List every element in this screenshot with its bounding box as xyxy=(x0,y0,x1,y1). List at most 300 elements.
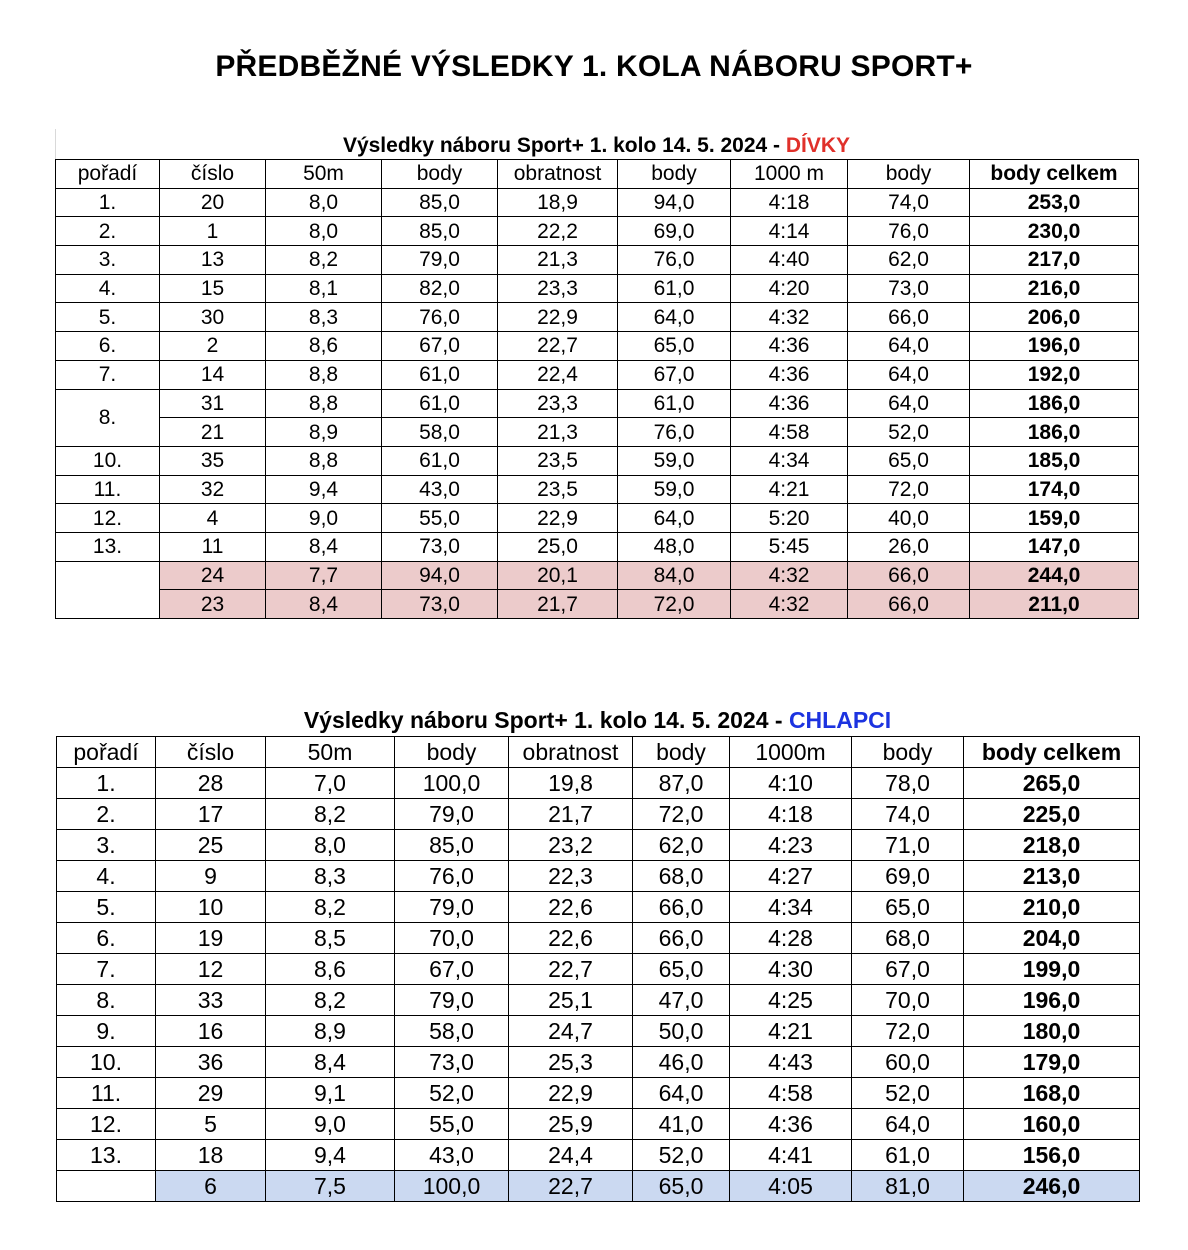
agility-points-cell: 61,0 xyxy=(618,274,731,303)
total-points-cell: 204,0 xyxy=(964,923,1140,954)
run-points-cell: 71,0 xyxy=(852,830,964,861)
column-header: body xyxy=(395,737,509,768)
agility-points-cell: 52,0 xyxy=(633,1140,730,1171)
agility-time-cell: 25,3 xyxy=(509,1047,633,1078)
agility-time-cell: 22,7 xyxy=(509,954,633,985)
run-points-cell: 66,0 xyxy=(848,303,970,332)
agility-points-cell: 87,0 xyxy=(633,768,730,799)
rank-cell: 5. xyxy=(57,892,156,923)
sprint-time-cell: 8,4 xyxy=(266,532,382,561)
agility-time-cell: 20,1 xyxy=(498,561,618,590)
run-points-cell: 52,0 xyxy=(848,418,970,447)
total-points-cell: 213,0 xyxy=(964,861,1140,892)
total-points-cell: 196,0 xyxy=(964,985,1140,1016)
sprint-time-cell: 7,7 xyxy=(266,561,382,590)
girls-results-table xyxy=(55,159,1139,619)
table-row xyxy=(57,923,1140,954)
sprint-points-cell: 55,0 xyxy=(395,1109,509,1140)
number-cell: 30 xyxy=(160,303,266,332)
total-points-cell: 253,0 xyxy=(970,188,1139,217)
number-cell: 20 xyxy=(160,188,266,217)
run-points-cell: 52,0 xyxy=(852,1078,964,1109)
table-row xyxy=(57,1109,1140,1140)
number-cell: 21 xyxy=(160,418,266,447)
sprint-points-cell: 61,0 xyxy=(382,446,498,475)
agility-time-cell: 22,9 xyxy=(509,1078,633,1109)
table-row xyxy=(57,1047,1140,1078)
rank-cell-empty xyxy=(57,1171,156,1202)
column-header: body xyxy=(618,160,731,189)
agility-points-cell: 69,0 xyxy=(618,217,731,246)
rank-cell-empty xyxy=(56,561,160,618)
agility-time-cell: 21,7 xyxy=(498,590,618,619)
run-points-cell: 72,0 xyxy=(852,1016,964,1047)
total-points-cell: 210,0 xyxy=(964,892,1140,923)
agility-time-cell: 25,1 xyxy=(509,985,633,1016)
agility-time-cell: 23,2 xyxy=(509,830,633,861)
run-time-cell: 4:23 xyxy=(730,830,852,861)
girls-title-accent: DÍVKY xyxy=(785,134,851,157)
rank-cell: 2. xyxy=(56,217,160,246)
number-cell: 24 xyxy=(160,561,266,590)
total-points-cell: 147,0 xyxy=(970,532,1139,561)
sprint-points-cell: 58,0 xyxy=(395,1016,509,1047)
total-points-cell: 159,0 xyxy=(970,504,1139,533)
run-time-cell: 4:36 xyxy=(730,1109,852,1140)
agility-points-cell: 48,0 xyxy=(618,532,731,561)
sprint-time-cell: 8,8 xyxy=(266,446,382,475)
table-row xyxy=(57,768,1140,799)
agility-points-cell: 62,0 xyxy=(633,830,730,861)
number-cell: 9 xyxy=(156,861,266,892)
column-header: body celkem xyxy=(964,737,1140,768)
total-points-cell: 156,0 xyxy=(964,1140,1140,1171)
number-cell: 35 xyxy=(160,446,266,475)
header-row xyxy=(56,160,1139,189)
header-row xyxy=(57,737,1140,768)
total-points-cell: 217,0 xyxy=(970,246,1139,275)
number-cell: 19 xyxy=(156,923,266,954)
agility-time-cell: 25,9 xyxy=(509,1109,633,1140)
table-row xyxy=(56,217,1139,246)
number-cell: 14 xyxy=(160,360,266,389)
total-points-cell: 185,0 xyxy=(970,446,1139,475)
run-time-cell: 4:58 xyxy=(730,1078,852,1109)
run-time-cell: 4:58 xyxy=(731,418,848,447)
table-row xyxy=(57,985,1140,1016)
sprint-time-cell: 9,4 xyxy=(266,1140,395,1171)
column-header: body celkem xyxy=(970,160,1139,189)
sprint-points-cell: 79,0 xyxy=(395,892,509,923)
number-cell: 5 xyxy=(156,1109,266,1140)
total-points-cell: 196,0 xyxy=(970,332,1139,361)
number-cell: 18 xyxy=(156,1140,266,1171)
agility-points-cell: 41,0 xyxy=(633,1109,730,1140)
rank-cell: 4. xyxy=(56,274,160,303)
rank-cell: 4. xyxy=(57,861,156,892)
sprint-time-cell: 8,3 xyxy=(266,303,382,332)
sprint-points-cell: 58,0 xyxy=(382,418,498,447)
number-cell: 17 xyxy=(156,799,266,830)
sprint-time-cell: 8,5 xyxy=(266,923,395,954)
run-time-cell: 5:45 xyxy=(731,532,848,561)
table-row xyxy=(57,861,1140,892)
run-points-cell: 74,0 xyxy=(848,188,970,217)
table-row xyxy=(56,246,1139,275)
girls-title-text: Výsledky náboru Sport+ 1. kolo 14. 5. 2024 - xyxy=(342,134,786,157)
rank-cell: 13. xyxy=(57,1140,156,1171)
agility-points-cell: 76,0 xyxy=(618,246,731,275)
run-time-cell: 4:40 xyxy=(731,246,848,275)
column-header: body xyxy=(382,160,498,189)
sprint-time-cell: 9,1 xyxy=(266,1078,395,1109)
rank-cell: 6. xyxy=(57,923,156,954)
column-header: body xyxy=(852,737,964,768)
run-time-cell: 4:32 xyxy=(731,590,848,619)
table-row-highlighted xyxy=(56,590,1139,619)
sprint-time-cell: 8,2 xyxy=(266,246,382,275)
run-points-cell: 65,0 xyxy=(852,892,964,923)
run-time-cell: 4:27 xyxy=(730,861,852,892)
sprint-time-cell: 8,4 xyxy=(266,590,382,619)
run-time-cell: 4:14 xyxy=(731,217,848,246)
sprint-points-cell: 100,0 xyxy=(395,768,509,799)
run-time-cell: 5:20 xyxy=(731,504,848,533)
column-header: číslo xyxy=(156,737,266,768)
rank-cell: 11. xyxy=(57,1078,156,1109)
number-cell: 29 xyxy=(156,1078,266,1109)
table-row xyxy=(56,274,1139,303)
run-time-cell: 4:21 xyxy=(731,475,848,504)
agility-time-cell: 21,7 xyxy=(509,799,633,830)
table-row xyxy=(56,504,1139,533)
rank-cell: 3. xyxy=(57,830,156,861)
sprint-points-cell: 43,0 xyxy=(395,1140,509,1171)
number-cell: 33 xyxy=(156,985,266,1016)
run-time-cell: 4:10 xyxy=(730,768,852,799)
agility-points-cell: 67,0 xyxy=(618,360,731,389)
run-points-cell: 68,0 xyxy=(852,923,964,954)
table-row xyxy=(56,332,1139,361)
number-cell: 31 xyxy=(160,389,266,418)
boys-title-accent: CHLAPCI xyxy=(788,707,892,733)
sprint-points-cell: 73,0 xyxy=(382,590,498,619)
agility-time-cell: 22,2 xyxy=(498,217,618,246)
rank-cell: 12. xyxy=(57,1109,156,1140)
agility-points-cell: 65,0 xyxy=(633,954,730,985)
agility-points-cell: 46,0 xyxy=(633,1047,730,1078)
run-time-cell: 4:21 xyxy=(730,1016,852,1047)
sprint-points-cell: 79,0 xyxy=(395,985,509,1016)
number-cell: 16 xyxy=(156,1016,266,1047)
run-points-cell: 61,0 xyxy=(852,1140,964,1171)
agility-time-cell: 23,5 xyxy=(498,475,618,504)
rank-cell: 13. xyxy=(56,532,160,561)
number-cell: 11 xyxy=(160,532,266,561)
agility-points-cell: 65,0 xyxy=(618,332,731,361)
sprint-points-cell: 73,0 xyxy=(382,532,498,561)
agility-time-cell: 23,3 xyxy=(498,274,618,303)
table-row xyxy=(57,1016,1140,1047)
rank-cell: 12. xyxy=(56,504,160,533)
agility-points-cell: 66,0 xyxy=(633,892,730,923)
sprint-points-cell: 67,0 xyxy=(382,332,498,361)
run-time-cell: 4:28 xyxy=(730,923,852,954)
run-time-cell: 4:41 xyxy=(730,1140,852,1171)
table-row xyxy=(56,360,1139,389)
agility-points-cell: 64,0 xyxy=(618,504,731,533)
sprint-time-cell: 9,4 xyxy=(266,475,382,504)
rank-cell: 10. xyxy=(57,1047,156,1078)
run-time-cell: 4:34 xyxy=(731,446,848,475)
sprint-time-cell: 8,1 xyxy=(266,274,382,303)
sprint-points-cell: 43,0 xyxy=(382,475,498,504)
column-header: číslo xyxy=(160,160,266,189)
total-points-cell: 206,0 xyxy=(970,303,1139,332)
agility-points-cell: 68,0 xyxy=(633,861,730,892)
run-time-cell: 4:36 xyxy=(731,389,848,418)
agility-time-cell: 23,3 xyxy=(498,389,618,418)
sprint-points-cell: 82,0 xyxy=(382,274,498,303)
agility-points-cell: 72,0 xyxy=(618,590,731,619)
agility-time-cell: 24,4 xyxy=(509,1140,633,1171)
sprint-points-cell: 85,0 xyxy=(382,217,498,246)
rank-cell: 1. xyxy=(57,768,156,799)
total-points-cell: 192,0 xyxy=(970,360,1139,389)
run-time-cell: 4:43 xyxy=(730,1047,852,1078)
table-row xyxy=(57,954,1140,985)
run-time-cell: 4:34 xyxy=(730,892,852,923)
column-header: 1000 m xyxy=(731,160,848,189)
total-points-cell: 230,0 xyxy=(970,217,1139,246)
run-points-cell: 64,0 xyxy=(852,1109,964,1140)
sprint-time-cell: 8,9 xyxy=(266,1016,395,1047)
sprint-time-cell: 8,0 xyxy=(266,217,382,246)
sprint-time-cell: 8,9 xyxy=(266,418,382,447)
run-time-cell: 4:32 xyxy=(731,303,848,332)
rank-cell: 10. xyxy=(56,446,160,475)
rank-cell: 7. xyxy=(57,954,156,985)
sprint-points-cell: 70,0 xyxy=(395,923,509,954)
run-points-cell: 73,0 xyxy=(848,274,970,303)
run-points-cell: 60,0 xyxy=(852,1047,964,1078)
total-points-cell: 180,0 xyxy=(964,1016,1140,1047)
column-header: pořadí xyxy=(56,160,160,189)
number-cell: 13 xyxy=(160,246,266,275)
run-points-cell: 78,0 xyxy=(852,768,964,799)
column-header: obratnost xyxy=(498,160,618,189)
number-cell: 2 xyxy=(160,332,266,361)
total-points-cell: 218,0 xyxy=(964,830,1140,861)
table-row xyxy=(56,475,1139,504)
table-row xyxy=(57,892,1140,923)
table-row xyxy=(56,418,1139,447)
table-row xyxy=(56,188,1139,217)
run-points-cell: 64,0 xyxy=(848,389,970,418)
run-points-cell: 65,0 xyxy=(848,446,970,475)
sprint-time-cell: 8,2 xyxy=(266,985,395,1016)
agility-time-cell: 23,5 xyxy=(498,446,618,475)
sprint-time-cell: 8,2 xyxy=(266,892,395,923)
run-points-cell: 74,0 xyxy=(852,799,964,830)
girls-table-title xyxy=(55,134,1138,158)
total-points-cell: 160,0 xyxy=(964,1109,1140,1140)
sprint-points-cell: 79,0 xyxy=(395,799,509,830)
column-header: 50m xyxy=(266,160,382,189)
table-row xyxy=(56,446,1139,475)
total-points-cell: 265,0 xyxy=(964,768,1140,799)
agility-time-cell: 22,3 xyxy=(509,861,633,892)
sprint-points-cell: 76,0 xyxy=(395,861,509,892)
rank-cell: 9. xyxy=(57,1016,156,1047)
agility-points-cell: 66,0 xyxy=(633,923,730,954)
agility-time-cell: 25,0 xyxy=(498,532,618,561)
agility-points-cell: 94,0 xyxy=(618,188,731,217)
agility-time-cell: 22,4 xyxy=(498,360,618,389)
agility-points-cell: 59,0 xyxy=(618,475,731,504)
column-header: 1000m xyxy=(730,737,852,768)
sprint-time-cell: 8,4 xyxy=(266,1047,395,1078)
agility-time-cell: 22,9 xyxy=(498,504,618,533)
sprint-time-cell: 8,0 xyxy=(266,830,395,861)
agility-time-cell: 21,3 xyxy=(498,418,618,447)
sprint-points-cell: 76,0 xyxy=(382,303,498,332)
sprint-points-cell: 79,0 xyxy=(382,246,498,275)
run-points-cell: 62,0 xyxy=(848,246,970,275)
number-cell: 36 xyxy=(156,1047,266,1078)
number-cell: 12 xyxy=(156,954,266,985)
run-time-cell: 4:25 xyxy=(730,985,852,1016)
sprint-time-cell: 7,5 xyxy=(266,1171,395,1202)
agility-time-cell: 22,7 xyxy=(509,1171,633,1202)
sprint-points-cell: 100,0 xyxy=(395,1171,509,1202)
sprint-points-cell: 61,0 xyxy=(382,360,498,389)
total-points-cell: 244,0 xyxy=(970,561,1139,590)
total-points-cell: 211,0 xyxy=(970,590,1139,619)
rank-cell: 8. xyxy=(57,985,156,1016)
agility-points-cell: 59,0 xyxy=(618,446,731,475)
rank-cell: 7. xyxy=(56,360,160,389)
run-time-cell: 4:18 xyxy=(731,188,848,217)
run-points-cell: 76,0 xyxy=(848,217,970,246)
sprint-time-cell: 8,2 xyxy=(266,799,395,830)
run-points-cell: 64,0 xyxy=(848,332,970,361)
number-cell: 6 xyxy=(156,1171,266,1202)
rank-cell: 8. xyxy=(56,389,160,446)
table-row xyxy=(57,1078,1140,1109)
agility-points-cell: 84,0 xyxy=(618,561,731,590)
number-cell: 32 xyxy=(160,475,266,504)
table-row-highlighted xyxy=(56,561,1139,590)
agility-time-cell: 22,7 xyxy=(498,332,618,361)
page-title: PŘEDBĚŽNÉ VÝSLEDKY 1. KOLA NÁBORU SPORT+ xyxy=(215,50,973,83)
run-points-cell: 67,0 xyxy=(852,954,964,985)
number-cell: 10 xyxy=(156,892,266,923)
agility-points-cell: 76,0 xyxy=(618,418,731,447)
column-header: pořadí xyxy=(57,737,156,768)
number-cell: 1 xyxy=(160,217,266,246)
agility-points-cell: 64,0 xyxy=(633,1078,730,1109)
agility-time-cell: 22,9 xyxy=(498,303,618,332)
run-points-cell: 40,0 xyxy=(848,504,970,533)
run-points-cell: 66,0 xyxy=(848,590,970,619)
sprint-time-cell: 8,6 xyxy=(266,954,395,985)
sprint-time-cell: 9,0 xyxy=(266,1109,395,1140)
run-points-cell: 69,0 xyxy=(852,861,964,892)
agility-points-cell: 61,0 xyxy=(618,389,731,418)
column-header: obratnost xyxy=(509,737,633,768)
table-row xyxy=(56,532,1139,561)
sprint-points-cell: 52,0 xyxy=(395,1078,509,1109)
column-header: 50m xyxy=(266,737,395,768)
table-row xyxy=(57,1140,1140,1171)
run-points-cell: 72,0 xyxy=(848,475,970,504)
boys-title-text: Výsledky náboru Sport+ 1. kolo 14. 5. 2024 - xyxy=(303,707,789,733)
run-time-cell: 4:18 xyxy=(730,799,852,830)
run-time-cell: 4:36 xyxy=(731,360,848,389)
number-cell: 4 xyxy=(160,504,266,533)
total-points-cell: 174,0 xyxy=(970,475,1139,504)
agility-time-cell: 21,3 xyxy=(498,246,618,275)
sprint-time-cell: 9,0 xyxy=(266,504,382,533)
column-header: body xyxy=(848,160,970,189)
agility-time-cell: 19,8 xyxy=(509,768,633,799)
run-time-cell: 4:30 xyxy=(730,954,852,985)
run-time-cell: 4:36 xyxy=(731,332,848,361)
sprint-points-cell: 55,0 xyxy=(382,504,498,533)
table-row xyxy=(56,389,1139,418)
boys-table-title xyxy=(56,707,1139,734)
rank-cell: 3. xyxy=(56,246,160,275)
sprint-points-cell: 73,0 xyxy=(395,1047,509,1078)
rank-cell: 5. xyxy=(56,303,160,332)
agility-time-cell: 18,9 xyxy=(498,188,618,217)
agility-time-cell: 22,6 xyxy=(509,892,633,923)
total-points-cell: 246,0 xyxy=(964,1171,1140,1202)
run-points-cell: 81,0 xyxy=(852,1171,964,1202)
number-cell: 23 xyxy=(160,590,266,619)
number-cell: 25 xyxy=(156,830,266,861)
sprint-time-cell: 8,3 xyxy=(266,861,395,892)
agility-points-cell: 64,0 xyxy=(618,303,731,332)
run-points-cell: 26,0 xyxy=(848,532,970,561)
run-points-cell: 70,0 xyxy=(852,985,964,1016)
number-cell: 15 xyxy=(160,274,266,303)
rank-cell: 11. xyxy=(56,475,160,504)
sprint-time-cell: 7,0 xyxy=(266,768,395,799)
sprint-points-cell: 61,0 xyxy=(382,389,498,418)
rank-cell: 2. xyxy=(57,799,156,830)
run-points-cell: 66,0 xyxy=(848,561,970,590)
sprint-time-cell: 8,0 xyxy=(266,188,382,217)
agility-points-cell: 72,0 xyxy=(633,799,730,830)
sprint-points-cell: 85,0 xyxy=(395,830,509,861)
sprint-time-cell: 8,8 xyxy=(266,360,382,389)
run-time-cell: 4:05 xyxy=(730,1171,852,1202)
number-cell: 28 xyxy=(156,768,266,799)
run-time-cell: 4:20 xyxy=(731,274,848,303)
table-row xyxy=(57,830,1140,861)
agility-points-cell: 65,0 xyxy=(633,1171,730,1202)
rank-cell: 6. xyxy=(56,332,160,361)
sprint-points-cell: 67,0 xyxy=(395,954,509,985)
sprint-time-cell: 8,6 xyxy=(266,332,382,361)
agility-time-cell: 22,6 xyxy=(509,923,633,954)
total-points-cell: 199,0 xyxy=(964,954,1140,985)
total-points-cell: 225,0 xyxy=(964,799,1140,830)
rank-cell: 1. xyxy=(56,188,160,217)
sprint-time-cell: 8,8 xyxy=(266,389,382,418)
